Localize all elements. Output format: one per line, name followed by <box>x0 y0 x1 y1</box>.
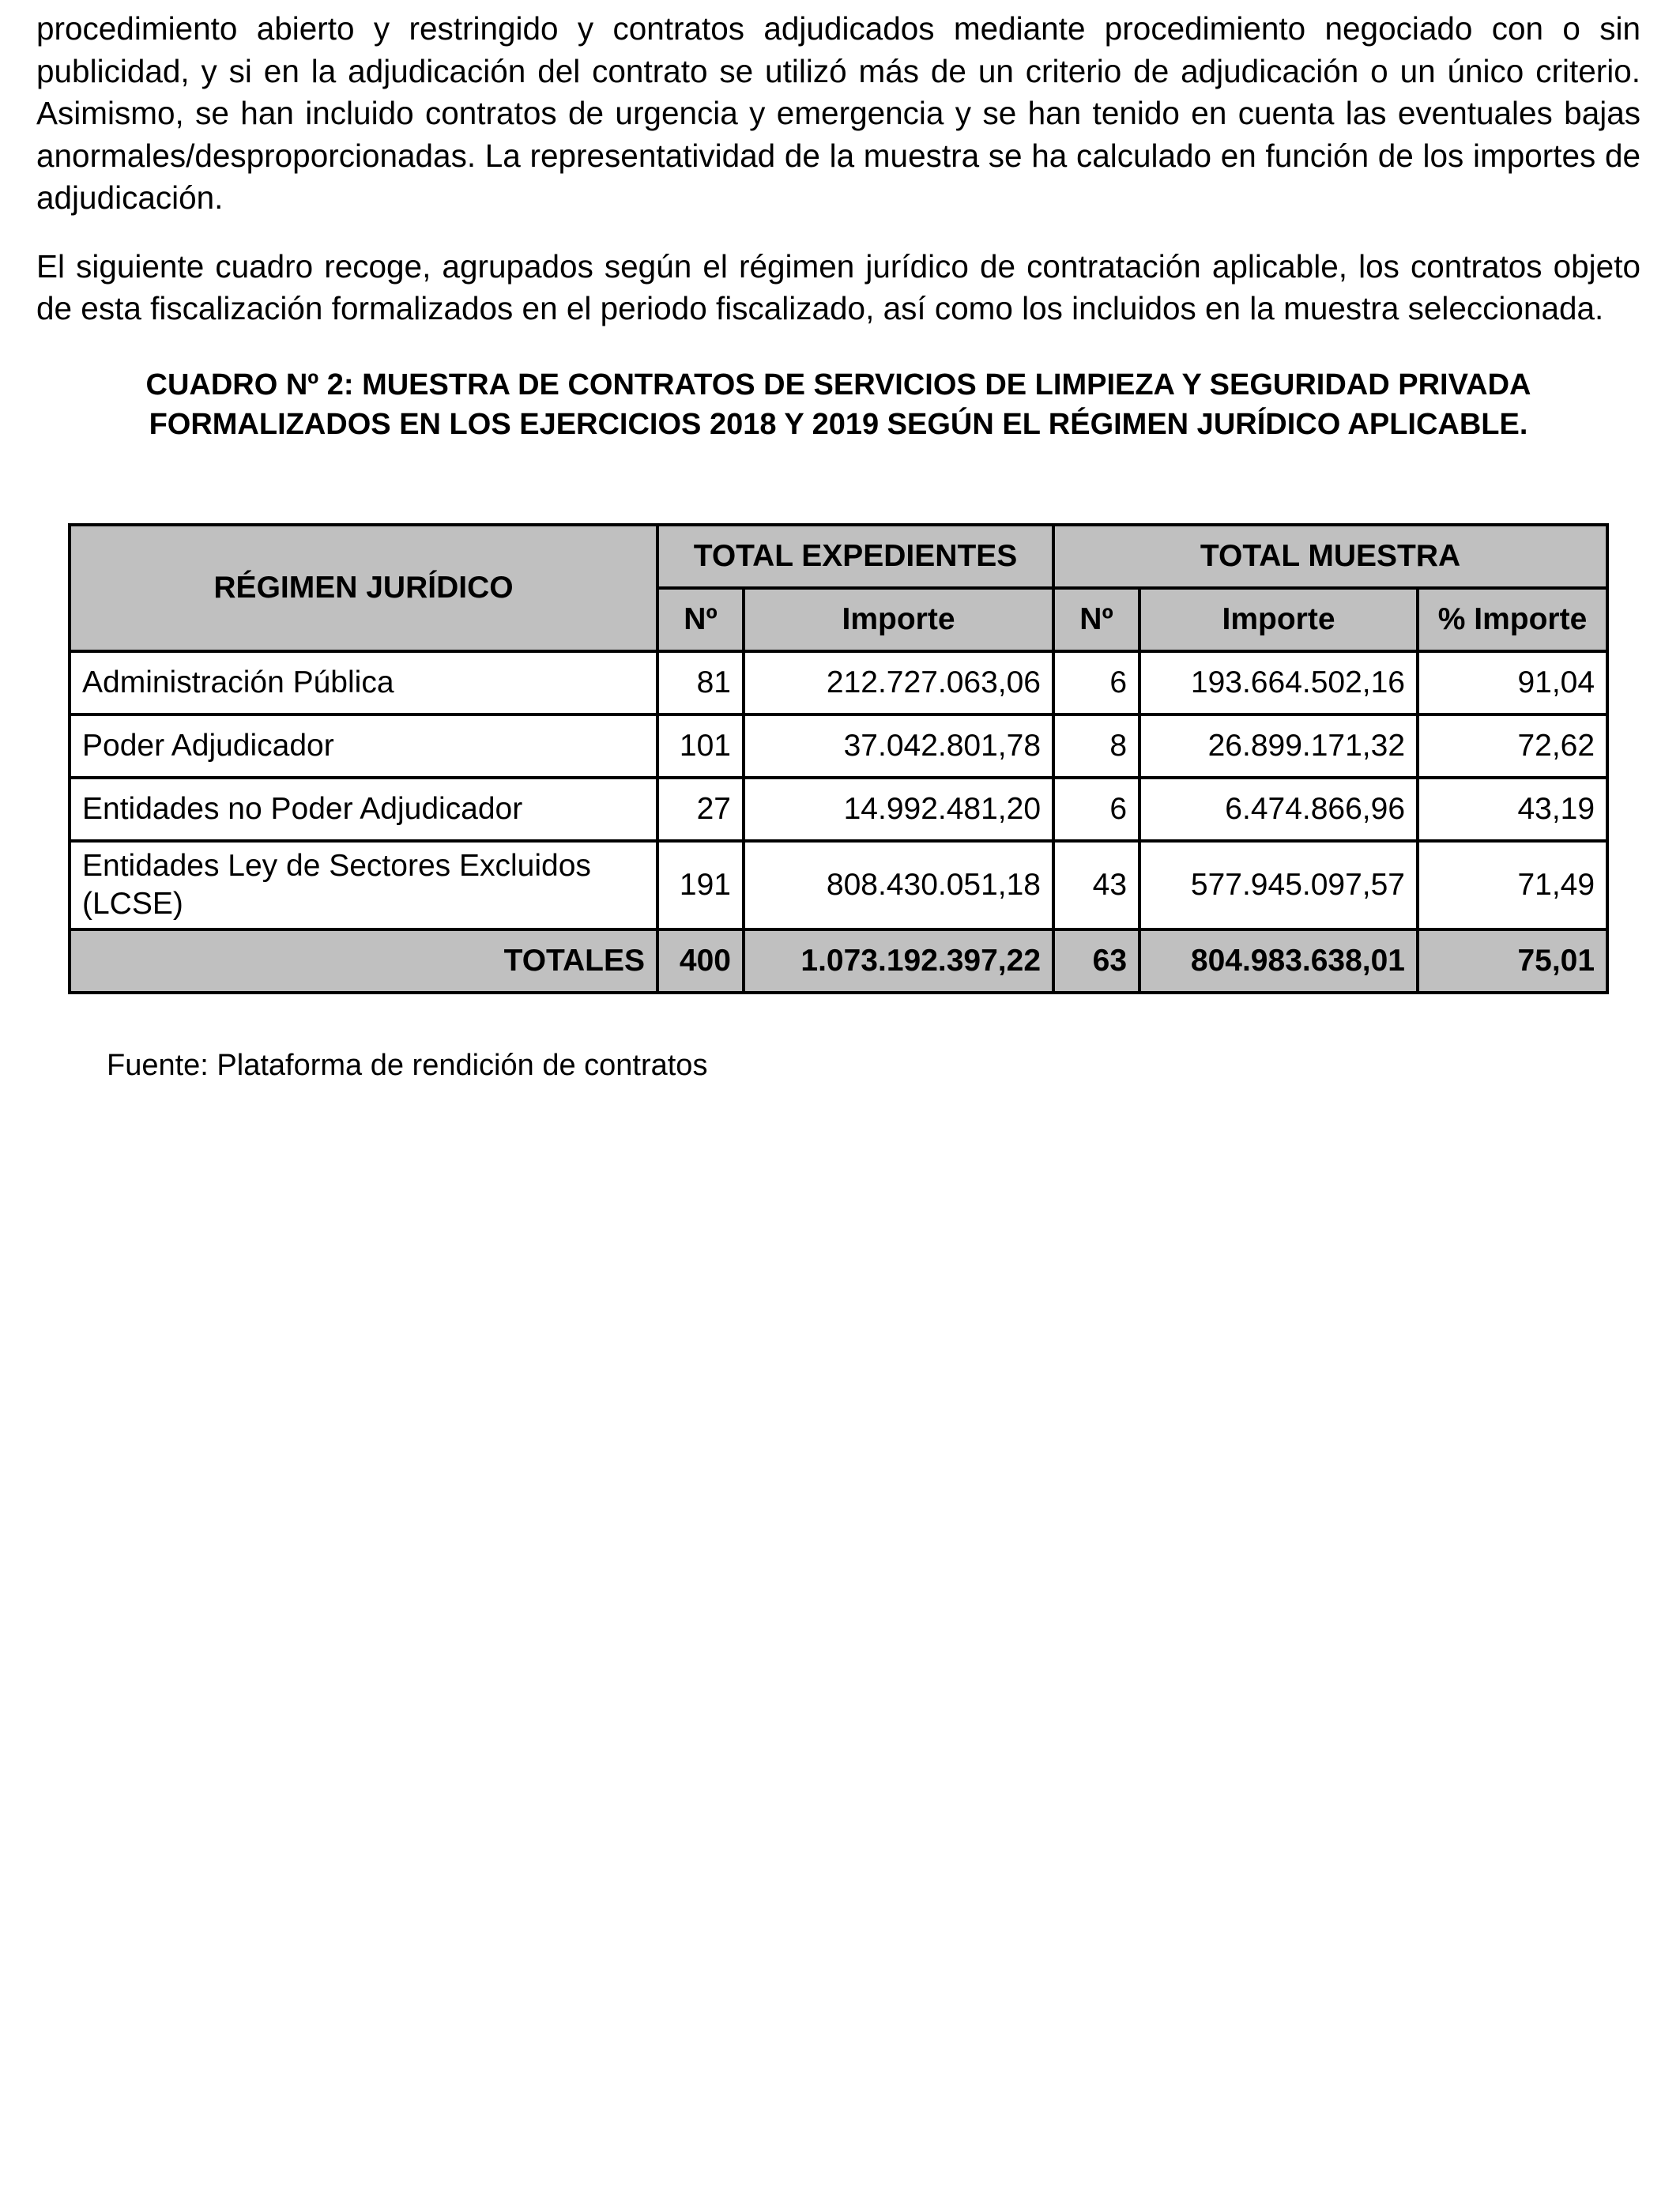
cell-mue-importe: 26.899.171,32 <box>1139 714 1418 778</box>
table-caption-line: FORMALIZADOS EN LOS EJERCICIOS 2018 Y 2019 SEGÚN EL RÉGIMEN JURÍDICO APLICABLE. <box>149 407 1528 441</box>
body-paragraph: El siguiente cuadro recoge, agrupados según el régimen jurídico de contratación aplicable, los contratos objeto de esta fiscalización formalizados en el periodo fiscalizado, así como los incluidos en la muestra seleccionada. <box>36 247 1640 326</box>
cell-regimen: Entidades no Poder Adjudicador <box>70 778 657 841</box>
header-total-muestra: TOTAL MUESTRA <box>1053 525 1607 588</box>
cell-regimen: Administración Pública <box>70 651 657 714</box>
cell-mue-n: 43 <box>1053 841 1139 929</box>
table-caption <box>36 365 1640 444</box>
header-expedientes-importe: Importe <box>744 588 1053 651</box>
header-regimen: RÉGIMEN JURÍDICO <box>70 525 657 651</box>
table-totals-row <box>70 929 1607 993</box>
contracts-table <box>68 523 1609 994</box>
table-source-note: Fuente: Plataforma de rendición de contratos <box>107 1049 708 1082</box>
cell-mue-importe: 577.945.097,57 <box>1139 841 1418 929</box>
cell-mue-n: 6 <box>1053 778 1139 841</box>
cell-exp-n: 27 <box>657 778 744 841</box>
header-pct-importe: % Importe <box>1418 588 1607 651</box>
cell-totals-label: TOTALES <box>70 929 657 993</box>
cell-exp-importe: 37.042.801,78 <box>744 714 1053 778</box>
table-row <box>70 714 1607 778</box>
cell-exp-n: 191 <box>657 841 744 929</box>
cell-exp-importe: 14.992.481,20 <box>744 778 1053 841</box>
cell-totals-mue-importe: 804.983.638,01 <box>1139 929 1418 993</box>
cell-pct: 91,04 <box>1418 651 1607 714</box>
cell-pct: 71,49 <box>1418 841 1607 929</box>
cell-totals-mue-n: 63 <box>1053 929 1139 993</box>
cell-regimen: Entidades Ley de Sectores Excluidos (LCSE) <box>70 841 657 929</box>
cell-pct: 43,19 <box>1418 778 1607 841</box>
cell-mue-n: 6 <box>1053 651 1139 714</box>
body-paragraph: procedimiento abierto y restringido y contratos adjudicados mediante procedimiento negociado con o sin publicidad, y si en la adjudicación del contrato se utilizó más de un criterio de adjudicación o un único criterio. Asimismo, se han incluido contratos de urgencia y emergencia y se han tenido en cuenta las eventuales bajas anormales/desproporcionadas. La representatividad de la muestra se ha calculado en función de los importes de adjudicación. <box>36 10 1640 216</box>
header-muestra-n: Nº <box>1053 588 1139 651</box>
cell-pct: 72,62 <box>1418 714 1607 778</box>
cell-totals-exp-importe: 1.073.192.397,22 <box>744 929 1053 993</box>
table-caption-line: CUADRO Nº 2: MUESTRA DE CONTRATOS DE SERVICIOS DE LIMPIEZA Y SEGURIDAD PRIVADA <box>145 368 1531 401</box>
header-total-expedientes: TOTAL EXPEDIENTES <box>657 525 1053 588</box>
cell-mue-n: 8 <box>1053 714 1139 778</box>
cell-regimen: Poder Adjudicador <box>70 714 657 778</box>
cell-exp-importe: 212.727.063,06 <box>744 651 1053 714</box>
cell-exp-n: 81 <box>657 651 744 714</box>
header-expedientes-n: Nº <box>657 588 744 651</box>
cell-mue-importe: 193.664.502,16 <box>1139 651 1418 714</box>
cell-totals-pct: 75,01 <box>1418 929 1607 993</box>
table-row <box>70 651 1607 714</box>
document-page <box>36 8 1640 444</box>
table-row <box>70 778 1607 841</box>
cell-exp-n: 101 <box>657 714 744 778</box>
table-row <box>70 841 1607 929</box>
table-header-row <box>70 525 1607 588</box>
cell-exp-importe: 808.430.051,18 <box>744 841 1053 929</box>
header-muestra-importe: Importe <box>1139 588 1418 651</box>
cell-totals-exp-n: 400 <box>657 929 744 993</box>
cell-mue-importe: 6.474.866,96 <box>1139 778 1418 841</box>
